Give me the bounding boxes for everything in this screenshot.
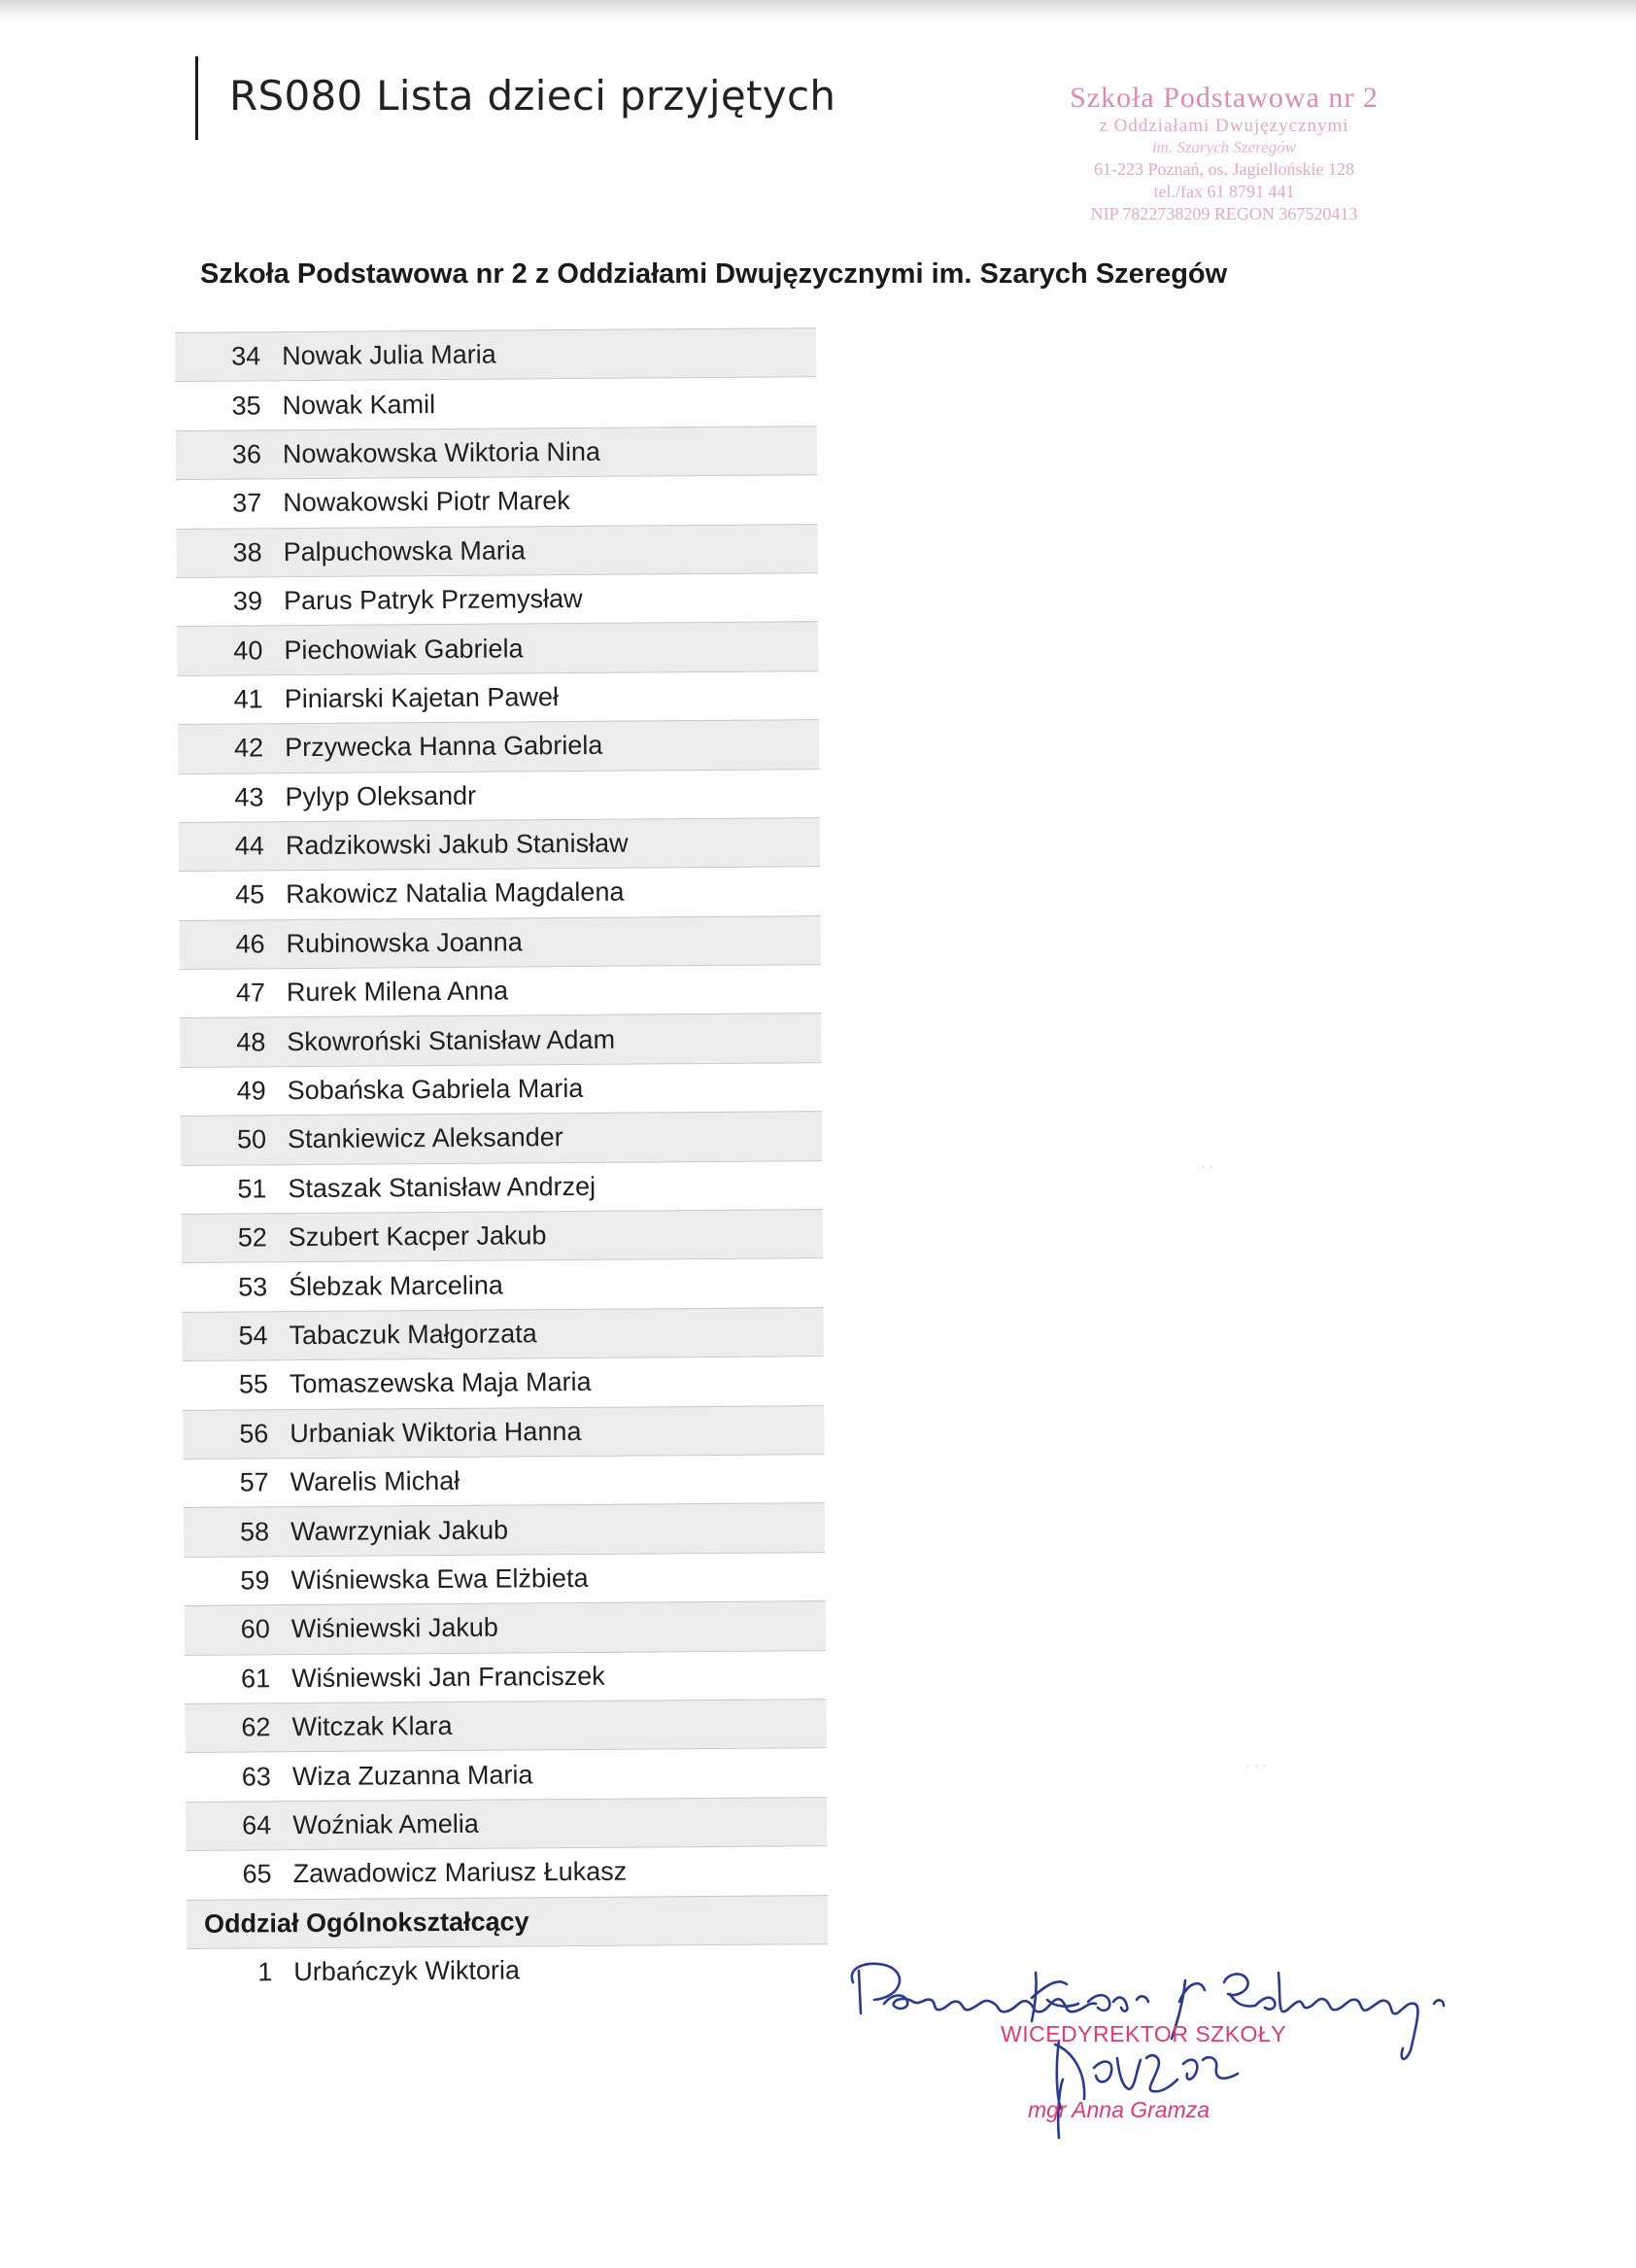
list-item	[181, 1062, 822, 1116]
student-number: 43	[234, 782, 264, 812]
student-number: 47	[235, 978, 266, 1008]
document-title: RS080 Lista dzieci przyjętych	[229, 72, 836, 120]
student-number: 35	[231, 390, 261, 421]
student-name: Nowak Kamil	[282, 389, 436, 420]
list-item	[181, 1111, 822, 1164]
student-number: 50	[236, 1124, 267, 1154]
list-item	[182, 1209, 823, 1262]
student-number: 55	[238, 1369, 269, 1399]
student-number: 58	[239, 1516, 270, 1547]
student-name: Woźniak Amelia	[292, 1808, 479, 1840]
list-item	[182, 1258, 823, 1312]
student-number: 48	[236, 1026, 266, 1057]
list-item	[183, 1356, 824, 1409]
student-number: 65	[242, 1859, 272, 1889]
student-name: Szubert Kacper Jakub	[288, 1220, 547, 1253]
student-number: 54	[238, 1321, 268, 1351]
list-item	[176, 474, 817, 528]
list-item	[186, 1797, 827, 1850]
scan-edge-shadow	[0, 0, 1636, 21]
list-item	[183, 1405, 824, 1459]
student-name: Wiśniewski Jakub	[290, 1612, 498, 1644]
student-name: Wiza Zuzanna Maria	[291, 1759, 533, 1791]
stamp-line-2: z Oddziałami Dwujęzycznymi	[1099, 116, 1349, 136]
student-number: 40	[233, 635, 263, 666]
list-item	[185, 1600, 826, 1654]
stamp-line-1: Szkoła Podstawowa nr 2	[1070, 82, 1379, 114]
student-name: Wiśniewski Jan Franciszek	[291, 1661, 605, 1693]
student-name: Tomaszewska Maja Maria	[289, 1367, 592, 1399]
student-number: 61	[240, 1664, 271, 1694]
list-item	[186, 1845, 827, 1899]
list-item	[179, 866, 820, 919]
student-name: Nowak Julia Maria	[282, 339, 496, 371]
student-name: Stankiewicz Aleksander	[287, 1122, 563, 1154]
student-number: 1	[257, 1957, 273, 1987]
student-name: Urbaniak Wiktoria Hanna	[290, 1416, 582, 1448]
list-item	[185, 1699, 826, 1752]
stamp-line-6: NIP 7822738209 REGON 367520413	[1090, 204, 1358, 223]
list-item	[179, 915, 820, 969]
student-name: Nowakowska Wiktoria Nina	[282, 436, 601, 469]
list-item	[186, 1747, 827, 1801]
student-name: Radzikowski Jakub Stanisław	[285, 828, 629, 861]
school-stamp	[1010, 82, 1438, 225]
student-name: Rubinowska Joanna	[286, 927, 523, 959]
student-name: Urbańczyk Wiktoria	[293, 1955, 521, 1987]
list-item	[179, 817, 820, 871]
student-name: Nowakowski Piotr Marek	[283, 486, 570, 518]
student-name: Pylyp Oleksandr	[285, 780, 477, 811]
stamp-title: WICEDYREKTOR SZKOŁY	[1001, 2021, 1287, 2046]
title-rule	[195, 56, 198, 140]
list-item	[183, 1454, 824, 1507]
list-item	[176, 524, 817, 577]
student-number: 41	[233, 684, 263, 714]
signature-block	[816, 1943, 1613, 2167]
list-item	[180, 964, 821, 1017]
school-name-heading: Szkoła Podstawowa nr 2 z Oddziałami Dwujęzycznymi im. Szarych Szeregów	[200, 258, 1228, 290]
student-name: Staszak Stanisław Andrzej	[288, 1171, 596, 1203]
student-number: 51	[237, 1174, 267, 1204]
student-number: 57	[239, 1467, 269, 1497]
student-name: Zawadowicz Mariusz Łukasz	[292, 1856, 628, 1889]
list-item	[177, 572, 818, 626]
scan-speck: · · ·	[1245, 1757, 1267, 1772]
student-name: Witczak Klara	[291, 1711, 453, 1742]
list-item	[184, 1503, 825, 1557]
section-heading: Oddział Ogólnokształcący	[187, 1895, 828, 1948]
student-number: 38	[232, 537, 262, 567]
student-number: 60	[240, 1614, 270, 1644]
list-item	[185, 1650, 826, 1703]
list-item	[181, 1160, 822, 1214]
list-item	[187, 1943, 828, 1997]
list-item	[176, 426, 817, 479]
student-number: 37	[232, 488, 262, 518]
student-number: 42	[233, 733, 264, 763]
student-number: 44	[234, 831, 264, 861]
stamp-name: mgr Anna Gramza	[1028, 2097, 1210, 2122]
list-item	[184, 1552, 825, 1605]
student-number: 53	[238, 1271, 268, 1302]
student-number: 59	[240, 1565, 270, 1596]
list-item	[178, 670, 819, 724]
student-number: 34	[231, 341, 261, 371]
student-name: Skowroński Stanisław Adam	[287, 1024, 616, 1056]
student-number: 56	[239, 1419, 269, 1449]
list-item	[177, 621, 818, 674]
stamp-line-3: im. Szarych Szeregów	[1151, 138, 1297, 156]
student-list	[175, 327, 829, 1997]
list-item	[180, 1014, 821, 1067]
student-name: Rakowicz Natalia Magdalena	[286, 877, 625, 910]
list-item	[178, 719, 819, 773]
student-name: Wiśniewska Ewa Elżbieta	[290, 1563, 589, 1596]
student-name: Ślebzak Marcelina	[289, 1270, 503, 1301]
student-number: 63	[241, 1761, 272, 1792]
student-name: Przywecka Hanna Gabriela	[285, 731, 603, 763]
list-item	[178, 769, 819, 822]
stamp-line-5: tel./fax 61 8791 441	[1153, 182, 1295, 201]
student-name: Palpuchowska Maria	[283, 535, 526, 567]
student-number: 64	[242, 1810, 272, 1840]
list-item	[175, 377, 816, 430]
stamp-line-4: 61-223 Poznań, os. Jagiellońskie 128	[1094, 159, 1354, 179]
scan-speck: · ·	[1201, 1158, 1214, 1174]
student-name: Warelis Michał	[290, 1466, 460, 1497]
student-number: 52	[237, 1222, 267, 1253]
student-number: 49	[236, 1076, 266, 1106]
student-name: Piniarski Kajetan Paweł	[284, 682, 560, 714]
student-name: Wawrzyniak Jakub	[290, 1515, 509, 1546]
student-number: 62	[241, 1712, 271, 1742]
student-name: Rurek Milena Anna	[286, 976, 509, 1008]
student-name: Tabaczuk Małgorzata	[289, 1319, 537, 1351]
student-number: 45	[235, 879, 265, 911]
list-item	[175, 327, 816, 381]
list-item	[182, 1307, 823, 1360]
student-name: Parus Patryk Przemysław	[283, 584, 583, 616]
student-name: Piechowiak Gabriela	[284, 633, 524, 665]
student-name: Sobańska Gabriela Maria	[287, 1073, 584, 1106]
student-number: 46	[235, 929, 265, 959]
student-number: 39	[232, 586, 263, 616]
student-number: 36	[231, 439, 262, 469]
